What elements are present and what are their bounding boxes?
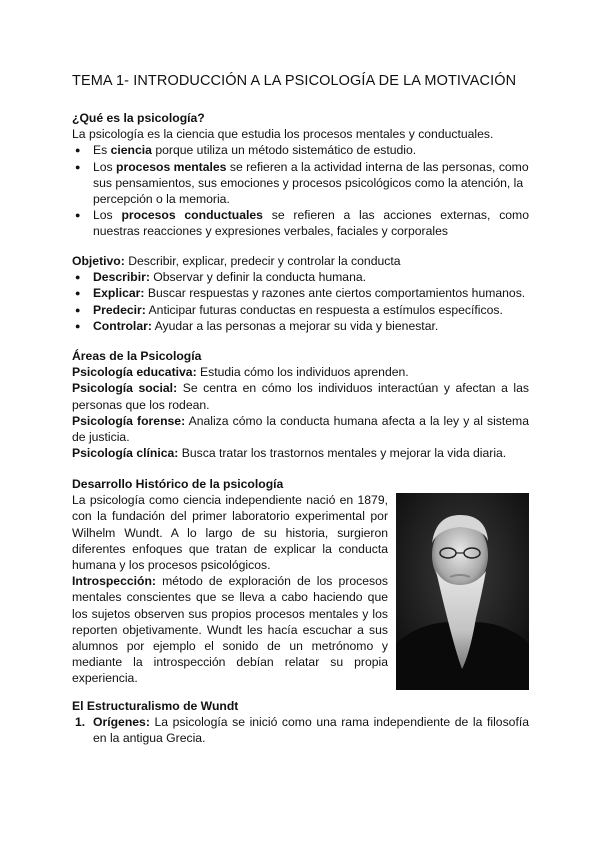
- section-heading: El Estructuralismo de Wundt: [72, 699, 239, 713]
- portrait-photo: [396, 493, 529, 690]
- text: Describir, explicar, predecir y controlar la conducta: [124, 254, 401, 268]
- paragraph: [72, 445, 529, 461]
- section-areas: [72, 348, 529, 461]
- text: La psicología se inició como una rama independiente de la filosofía en la antigua Grecia.: [93, 715, 529, 746]
- bold-term: ciencia: [110, 143, 152, 158]
- page-title: TEMA 1- INTRODUCCIÓN A LA PSICOLOGÍA DE LA MOTIVACIÓN: [72, 73, 517, 89]
- list-item: [72, 714, 529, 746]
- list-item: [72, 285, 529, 301]
- paragraph: [72, 413, 529, 445]
- bold-term: procesos mentales: [116, 159, 227, 174]
- text: Observar y definir la conducta humana.: [149, 270, 367, 285]
- text: Se centra en cómo los individuos interactúan y afectan a las personas que los rodean.: [72, 381, 529, 412]
- bullet-list: [72, 142, 529, 239]
- list-item: [72, 142, 529, 158]
- text: se refieren a la actividad interna de las personas, como sus pensamientos, sus emociones y procesos psicológicos como la atención, la percepción o la memoria.: [93, 159, 529, 207]
- numbered-list: [72, 714, 529, 746]
- bold-term: Predecir:: [93, 302, 146, 317]
- bold-term: Psicología social:: [72, 381, 178, 396]
- list-item: [72, 207, 529, 239]
- text: se refieren a las acciones externas, como nuestras reacciones y expresiones verbales, faciales y corporales: [93, 208, 529, 239]
- section-heading: Desarrollo Histórico de la psicología: [72, 477, 284, 491]
- list-number: 1.: [75, 715, 86, 730]
- text: Es: [93, 143, 111, 158]
- paragraph: [72, 253, 529, 269]
- text: porque utiliza un método sistemático de estudio.: [151, 143, 417, 158]
- section-que-es: [72, 110, 529, 240]
- text: Anticipar futuras conductas en respuesta a estímulos específicos.: [145, 302, 503, 317]
- bold-term: Explicar:: [93, 286, 145, 301]
- bold-term: Psicología forense:: [72, 413, 186, 428]
- bold-term: Describir:: [93, 270, 150, 285]
- text: Analiza cómo la conducta humana afecta a la ley y al sistema de justicia.: [72, 413, 529, 445]
- portrait-illustration: [396, 493, 529, 690]
- bold-term: Objetivo:: [72, 254, 125, 268]
- text: método de exploración de los procesos mentales conscientes que se lleva a cabo haciendo que los sujetos observen sus propios procesos mentales y los reporten objetivamente. Wundt les hacía escuchar a sus alumnos por ejemplo el sonido de un metrónomo y mediante la introspección debían relatar su propia experiencia.: [72, 574, 388, 686]
- paragraph: La psicología como ciencia independiente nació en 1879, con la fundación del primer laboratorio experimental por Wilhelm Wundt. A lo largo de su historia, surgieron diferentes enfoques que tratan de explicar la conducta humana y los procesos psicológicos.: [72, 493, 388, 573]
- bold-term: Psicología educativa:: [72, 365, 197, 380]
- bullet-list: [72, 269, 529, 334]
- text: Los: [93, 159, 117, 174]
- paragraph: [72, 573, 388, 686]
- bold-term: procesos conductuales: [121, 208, 263, 223]
- text: Los: [93, 208, 122, 223]
- bold-term: Orígenes:: [93, 715, 150, 730]
- section-heading: ¿Qué es la psicología?: [72, 111, 205, 125]
- list-item: [72, 159, 529, 208]
- bold-term: Controlar:: [93, 318, 152, 333]
- paragraph: [72, 380, 529, 412]
- text: Buscar respuestas y razones ante ciertos comportamientos humanos.: [144, 286, 526, 301]
- list-item: [72, 269, 529, 285]
- paragraph: [72, 364, 529, 380]
- paragraph: La psicología es la ciencia que estudia los procesos mentales y conductuales.: [72, 127, 494, 142]
- bold-term: Introspección:: [72, 574, 156, 589]
- section-estructuralismo: [72, 698, 529, 747]
- section-heading: Áreas de la Psicología: [72, 349, 202, 363]
- list-item: [72, 318, 529, 334]
- text-column: [72, 492, 388, 686]
- list-item: [72, 302, 529, 318]
- text: Busca tratar los trastornos mentales y mejorar la vida diaria.: [178, 446, 507, 461]
- text: Ayudar a las personas a mejorar su vida y bienestar.: [151, 318, 439, 333]
- text: Estudia cómo los individuos aprenden.: [196, 365, 409, 380]
- section-objetivo: [72, 253, 529, 334]
- bold-term: Psicología clínica:: [72, 446, 179, 461]
